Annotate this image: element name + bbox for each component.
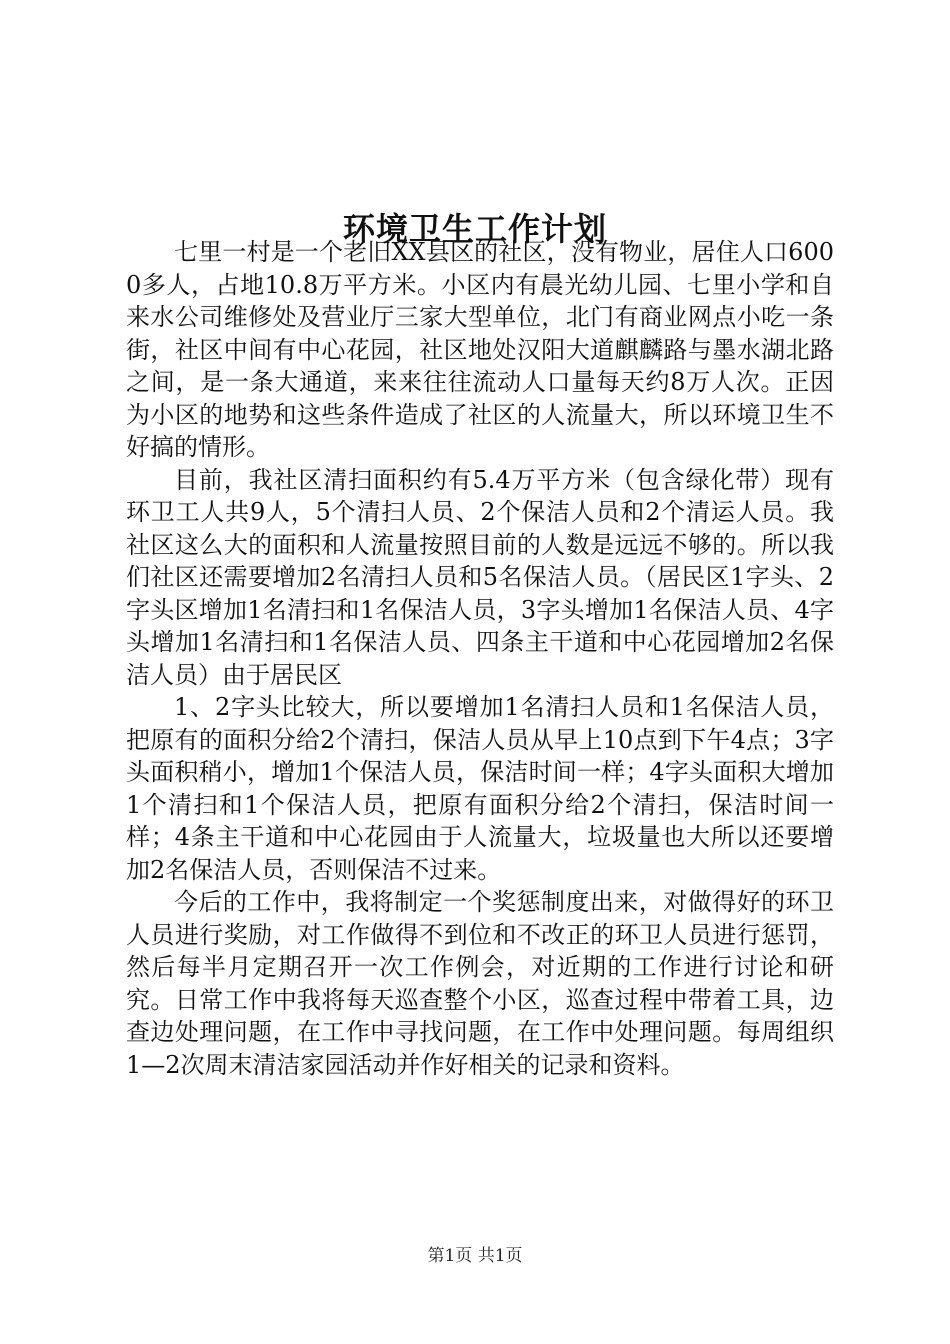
document-body xyxy=(126,236,834,1081)
page-footer: 第1页 共1页 xyxy=(427,1246,523,1266)
paragraph-2: 目前，我社区清扫面积约有5.4万平方米（包含绿化带）现有环卫工人共9人，5个清扫人员、2个保洁人员和2个清运人员。我社区这么大的面积和人流量按照目前的人数是远远不够的。所以我们社区还需要增加2名清扫人员和5名保洁人员。（居民区1字头、2字头区增加1名清扫和1名保洁人员，3字头增加1名保洁人员、4字头增加1名清扫和1名保洁人员、四条主干道和中心花园增加2名保洁人员）由于居民区 xyxy=(126,465,834,689)
paragraph-3: 1、2字头比较大，所以要增加1名清扫人员和1名保洁人员，把原有的面积分给2个清扫，保洁人员从早上10点到下午4点；3字头面积稍小，增加1个保洁人员，保洁时间一样；4字头面积大增加1个清扫和1个保洁人员，把原有面积分给2个清扫，保洁时间一样；4条主干道和中心花园由于人流量大，垃圾量也大所以还要增加2名保洁人员，否则保洁不过来。 xyxy=(126,693,834,884)
paragraph-1: 七里一村是一个老旧XX县区的社区，没有物业，居住人口6000多人，占地10.8万平方米。小区内有晨光幼儿园、七里小学和自来水公司维修处及营业厅三家大型单位，北门有商业网点小吃一条街，社区中间有中心花园，社区地处汉阳大道麒麟路与墨水湖北路之间，是一条大通道，来来往往流动人口量每天约8万人次。正因为小区的地势和这些条件造成了社区的人流量大，所以环境卫生不好搞的情形。 xyxy=(126,238,834,461)
paragraph-4: 今后的工作中，我将制定一个奖惩制度出来，对做得好的环卫人员进行奖励，对工作做得不到位和不改正的环卫人员进行惩罚，然后每半月定期召开一次工作例会，对近期的工作进行讨论和研究。日常工作中我将每天巡查整个小区，巡查过程中带着工具，边查边处理问题，在工作中寻找问题，在工作中处理问题。每周组织1—2次周末清洁家园活动并作好相关的记录和资料。 xyxy=(126,888,834,1079)
document-title: 环境卫生工作计划 xyxy=(342,210,607,249)
